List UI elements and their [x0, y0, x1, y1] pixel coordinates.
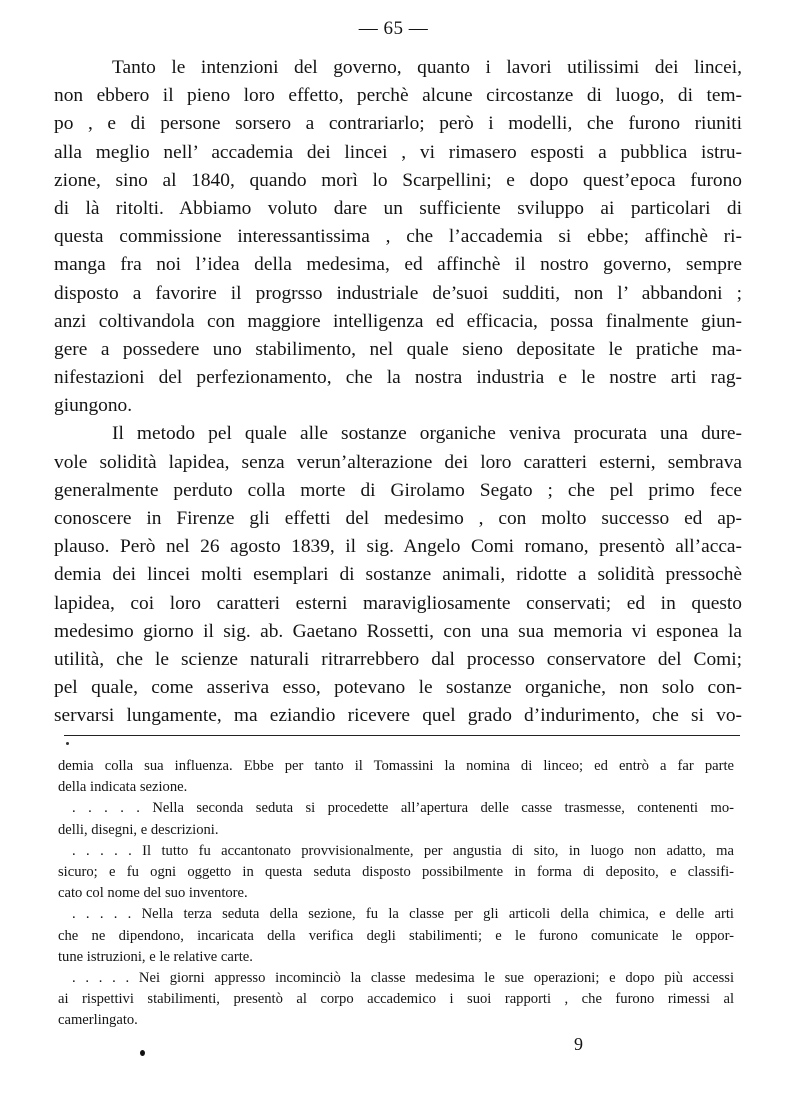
footnote-line: . . . . . Nella terza seduta della sezione, fu la classe per gli articoli della chimica, e delle arti: [72, 906, 734, 923]
footnotes-section: [58, 756, 734, 1031]
text-line: non ebbero il pieno loro effetto, perchè alcune circostanze di luogo, di tem-: [54, 85, 742, 107]
footnote-line: che ne dipendono, incaricata della verifica degli stabilimenti; e le furono comunicate le oppor-: [58, 927, 734, 944]
text-line: questa commissione interessantissima , che l’accademia si ebbe; affinchè ri-: [54, 226, 742, 248]
text-line: medesimo giorno il sig. ab. Gaetano Rossetti, con una sua memoria vi esponea la: [54, 620, 742, 642]
text-line: Tanto le intenzioni del governo, quanto i lavori utilissimi dei lincei,: [112, 57, 742, 78]
text-line: zione, sino al 1840, quando morì lo Scarpellini; e dopo quest’epoca furono: [54, 169, 742, 191]
text-line: di là ritolti. Abbiamo voluto dare un sufficiente sviluppo ai particolari di: [54, 197, 742, 219]
text-line: demia dei lincei molti esemplari di sostanze animali, ridotte a solidità pressochè: [54, 564, 742, 586]
text-line: anzi coltivandola con maggiore intelligenza ed efficacia, possa finalmente giun-: [54, 310, 742, 332]
footnote-line: sicuro; e fu ogni oggetto in questa seduta disposto possibilmente in forma di deposito, e classifi-: [58, 863, 734, 880]
main-body-text: [54, 54, 742, 731]
footnote-marker-dot: [66, 742, 69, 745]
text-line: alla meglio nell’ accademia dei lincei , vi rimasero esposti a pubblica istru-: [54, 141, 742, 163]
footnote-line: della indicata sezione.: [58, 779, 188, 796]
page-number: — 65 —: [358, 18, 429, 39]
text-line: gere a possedere uno stabilimento, nel quale sieno depositate le pratiche ma-: [54, 338, 742, 360]
text-line: disposto a favorire il progrsso industriale de’suoi sudditi, non l’ abbandoni ;: [54, 282, 742, 304]
footnote-line: ai rispettivi stabilimenti, presentò al corpo accademico i suoi rapporti , che furono rimessi al: [58, 991, 734, 1008]
text-line: generalmente perduto colla morte di Girolamo Segato ; che pel primo fece: [54, 479, 742, 501]
text-line: plauso. Però nel 26 agosto 1839, il sig. Angelo Comi romano, presentò all’acca-: [54, 536, 742, 558]
footnote-line: . . . . . Nei giorni appresso incominciò la classe medesima le sue operazioni; e dopo più accessi: [72, 969, 734, 986]
footnote-line: demia colla sua influenza. Ebbe per tanto il Tomassini la nomina di linceo; ed entrò a far parte: [58, 758, 734, 774]
bullet-mark: [140, 1050, 145, 1056]
text-line: utilità, che le scienze naturali ritrarrebbero dal processo conservatore del Comi;: [54, 648, 742, 670]
footnote-line: tune istruzioni, e le relative carte.: [58, 948, 253, 965]
text-line: nifestazioni del perfezionamento, che la nostra industria e le nostre arti rag-: [54, 367, 742, 389]
text-line: Il metodo pel quale alle sostanze organiche veniva procurata una dure-: [112, 423, 742, 445]
footnote-line: . . . . . Il tutto fu accantonato provvisionalmente, per angustia di sito, in luogo non adatto, ma: [72, 842, 734, 859]
footnote-line: delli, disegni, e descrizioni.: [58, 821, 219, 838]
signature-mark: 9: [574, 1034, 583, 1054]
text-line: pel quale, come asseriva esso, potevano le sostanze organiche, non solo con-: [54, 677, 742, 699]
text-line: giungono.: [54, 395, 133, 417]
text-line: manga fra noi l’idea della medesima, ed affinchè il nostro governo, sempre: [54, 254, 742, 276]
text-line: po , e di persone sorsero a contrariarlo; però i modelli, che furono riuniti: [54, 113, 742, 135]
footnote-line: camerlingato.: [58, 1012, 138, 1029]
text-line: conoscere in Firenze gli effetti del medesimo , con molto successo ed ap-: [54, 508, 742, 529]
text-line: vole solidità lapidea, senza verun’alterazione dei loro caratteri esterni, sembrava: [54, 451, 742, 473]
footnote-line: cato col nome del suo inventore.: [58, 885, 248, 902]
footnote-separator-rule: [64, 735, 740, 736]
text-line: servarsi lungamente, ma eziandio ricevere quel grado d’indurimento, che si vo-: [54, 705, 742, 727]
footnote-line: . . . . . Nella seconda seduta si procedette all’apertura delle casse trasmesse, contenenti mo-: [72, 800, 734, 817]
text-line: lapidea, coi loro caratteri esterni maravigliosamente conservati; ed in questo: [54, 592, 742, 614]
